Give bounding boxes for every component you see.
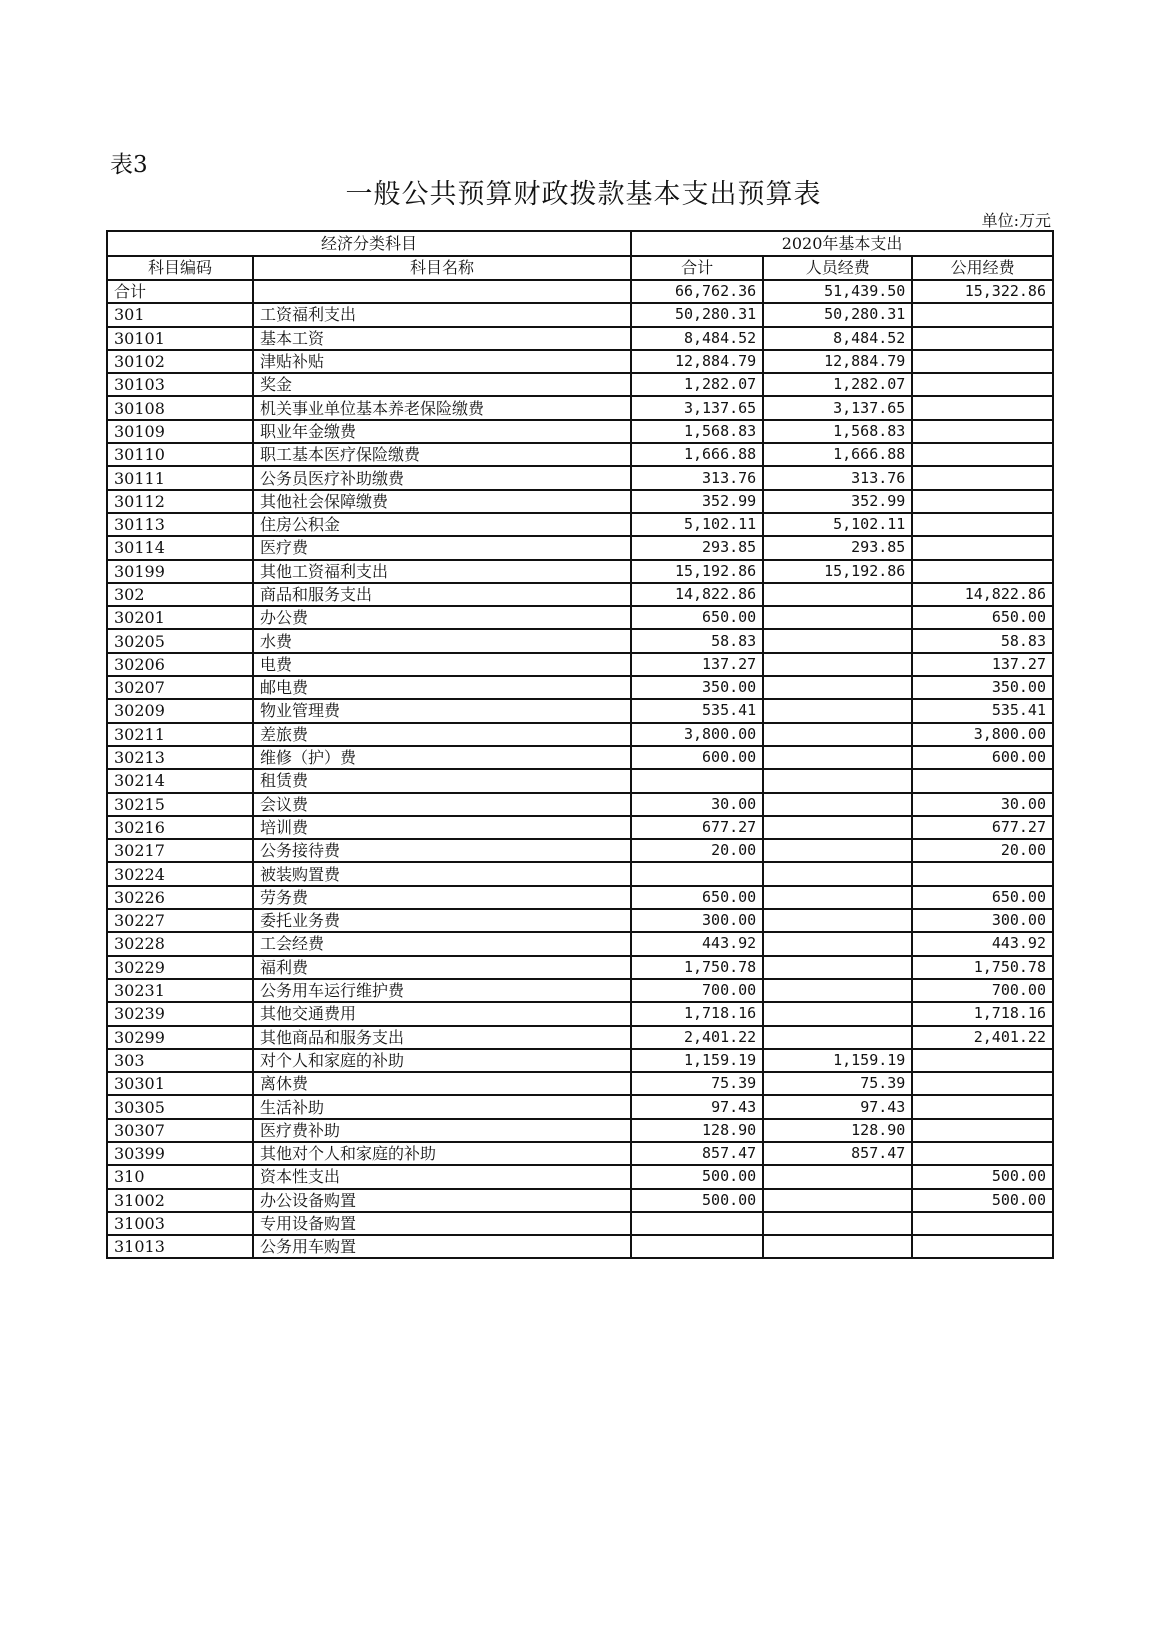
subject-name-cell: 物业管理费 bbox=[253, 699, 631, 722]
subject-code-cell: 30111 bbox=[107, 466, 253, 489]
table-row bbox=[107, 932, 1053, 955]
subject-name-cell: 奖金 bbox=[253, 373, 631, 396]
total-cell: 500.00 bbox=[631, 1189, 763, 1212]
public-expense-cell: 500.00 bbox=[912, 1165, 1053, 1188]
table-row bbox=[107, 443, 1053, 466]
total-cell bbox=[631, 1235, 763, 1258]
table-row bbox=[107, 1189, 1053, 1212]
public-expense-cell: 2,401.22 bbox=[912, 1026, 1053, 1049]
personnel-expense-cell bbox=[763, 1165, 912, 1188]
total-cell: 14,822.86 bbox=[631, 583, 763, 606]
public-expense-cell bbox=[912, 536, 1053, 559]
subject-name-cell: 工资福利支出 bbox=[253, 303, 631, 326]
subject-code-cell: 30217 bbox=[107, 839, 253, 862]
subject-code-cell: 30108 bbox=[107, 396, 253, 419]
total-cell: 1,282.07 bbox=[631, 373, 763, 396]
header-economic-classification: 经济分类科目 bbox=[107, 231, 631, 256]
personnel-expense-cell: 8,484.52 bbox=[763, 327, 912, 350]
total-cell: 650.00 bbox=[631, 886, 763, 909]
subject-name-cell: 其他工资福利支出 bbox=[253, 560, 631, 583]
public-expense-cell bbox=[912, 1212, 1053, 1235]
total-cell: 677.27 bbox=[631, 816, 763, 839]
personnel-expense-cell: 50,280.31 bbox=[763, 303, 912, 326]
subject-name-cell: 资本性支出 bbox=[253, 1165, 631, 1188]
subject-name-cell: 公务用车购置 bbox=[253, 1235, 631, 1258]
total-cell: 75.39 bbox=[631, 1072, 763, 1095]
table-row bbox=[107, 1095, 1053, 1118]
table-row bbox=[107, 909, 1053, 932]
personnel-expense-cell: 15,192.86 bbox=[763, 560, 912, 583]
subject-code-cell: 30305 bbox=[107, 1095, 253, 1118]
table-row bbox=[107, 699, 1053, 722]
public-expense-cell: 443.92 bbox=[912, 932, 1053, 955]
subject-code-cell: 30229 bbox=[107, 956, 253, 979]
public-expense-cell bbox=[912, 1049, 1053, 1072]
table-row bbox=[107, 303, 1053, 326]
subject-code-cell: 30207 bbox=[107, 676, 253, 699]
public-expense-cell bbox=[912, 373, 1053, 396]
public-expense-cell: 15,322.86 bbox=[912, 280, 1053, 303]
public-expense-cell: 58.83 bbox=[912, 629, 1053, 652]
personnel-expense-cell: 1,568.83 bbox=[763, 420, 912, 443]
total-cell: 857.47 bbox=[631, 1142, 763, 1165]
header-subject-name: 科目名称 bbox=[253, 256, 631, 281]
table-row bbox=[107, 979, 1053, 1002]
table-row bbox=[107, 1212, 1053, 1235]
table-row bbox=[107, 1235, 1053, 1258]
personnel-expense-cell bbox=[763, 583, 912, 606]
subject-name-cell bbox=[253, 280, 631, 303]
subject-code-cell: 30239 bbox=[107, 1002, 253, 1025]
subject-name-cell: 其他社会保障缴费 bbox=[253, 490, 631, 513]
subject-name-cell: 生活补助 bbox=[253, 1095, 631, 1118]
subject-name-cell: 电费 bbox=[253, 653, 631, 676]
total-cell: 2,401.22 bbox=[631, 1026, 763, 1049]
table-row bbox=[107, 466, 1053, 489]
table-body bbox=[107, 280, 1053, 1258]
personnel-expense-cell: 1,282.07 bbox=[763, 373, 912, 396]
personnel-expense-cell bbox=[763, 793, 912, 816]
subject-code-cell: 30110 bbox=[107, 443, 253, 466]
personnel-expense-cell bbox=[763, 653, 912, 676]
table-row bbox=[107, 280, 1053, 303]
public-expense-cell: 650.00 bbox=[912, 606, 1053, 629]
personnel-expense-cell bbox=[763, 956, 912, 979]
table-row bbox=[107, 373, 1053, 396]
public-expense-cell bbox=[912, 350, 1053, 373]
personnel-expense-cell bbox=[763, 699, 912, 722]
public-expense-cell: 137.27 bbox=[912, 653, 1053, 676]
table-row bbox=[107, 629, 1053, 652]
table-row bbox=[107, 653, 1053, 676]
subject-code-cell: 30201 bbox=[107, 606, 253, 629]
personnel-expense-cell bbox=[763, 1212, 912, 1235]
public-expense-cell: 600.00 bbox=[912, 746, 1053, 769]
personnel-expense-cell bbox=[763, 979, 912, 1002]
public-expense-cell bbox=[912, 466, 1053, 489]
personnel-expense-cell: 293.85 bbox=[763, 536, 912, 559]
table-row bbox=[107, 886, 1053, 909]
subject-code-cell: 31002 bbox=[107, 1189, 253, 1212]
table-row bbox=[107, 862, 1053, 885]
table-row bbox=[107, 583, 1053, 606]
public-expense-cell bbox=[912, 443, 1053, 466]
personnel-expense-cell bbox=[763, 816, 912, 839]
subject-name-cell: 维修（护）费 bbox=[253, 746, 631, 769]
unit-label: 单位:万元 bbox=[981, 211, 1051, 230]
total-cell: 20.00 bbox=[631, 839, 763, 862]
table-row bbox=[107, 1026, 1053, 1049]
personnel-expense-cell bbox=[763, 1002, 912, 1025]
subject-name-cell: 基本工资 bbox=[253, 327, 631, 350]
personnel-expense-cell bbox=[763, 1235, 912, 1258]
subject-code-cell: 30109 bbox=[107, 420, 253, 443]
subject-name-cell: 机关事业单位基本养老保险缴费 bbox=[253, 396, 631, 419]
public-expense-cell: 3,800.00 bbox=[912, 723, 1053, 746]
total-cell bbox=[631, 1212, 763, 1235]
total-cell: 128.90 bbox=[631, 1119, 763, 1142]
table-row bbox=[107, 839, 1053, 862]
total-cell: 1,159.19 bbox=[631, 1049, 763, 1072]
subject-code-cell: 30299 bbox=[107, 1026, 253, 1049]
personnel-expense-cell: 75.39 bbox=[763, 1072, 912, 1095]
subject-name-cell: 办公费 bbox=[253, 606, 631, 629]
personnel-expense-cell bbox=[763, 746, 912, 769]
table-row bbox=[107, 560, 1053, 583]
subject-code-cell: 30214 bbox=[107, 769, 253, 792]
total-cell: 66,762.36 bbox=[631, 280, 763, 303]
subject-name-cell: 医疗费补助 bbox=[253, 1119, 631, 1142]
personnel-expense-cell bbox=[763, 769, 912, 792]
header-group-row bbox=[107, 231, 1053, 256]
subject-code-cell: 302 bbox=[107, 583, 253, 606]
subject-name-cell: 职业年金缴费 bbox=[253, 420, 631, 443]
subject-code-cell: 30224 bbox=[107, 862, 253, 885]
total-cell: 350.00 bbox=[631, 676, 763, 699]
subject-code-cell: 30205 bbox=[107, 629, 253, 652]
table-row bbox=[107, 420, 1053, 443]
subject-name-cell: 医疗费 bbox=[253, 536, 631, 559]
subject-code-cell: 30216 bbox=[107, 816, 253, 839]
public-expense-cell bbox=[912, 1072, 1053, 1095]
public-expense-cell: 14,822.86 bbox=[912, 583, 1053, 606]
table-row bbox=[107, 723, 1053, 746]
total-cell: 443.92 bbox=[631, 932, 763, 955]
subject-code-cell: 30301 bbox=[107, 1072, 253, 1095]
total-cell: 8,484.52 bbox=[631, 327, 763, 350]
public-expense-cell bbox=[912, 1095, 1053, 1118]
total-cell: 700.00 bbox=[631, 979, 763, 1002]
subject-name-cell: 福利费 bbox=[253, 956, 631, 979]
public-expense-cell: 20.00 bbox=[912, 839, 1053, 862]
subject-code-cell: 30206 bbox=[107, 653, 253, 676]
total-cell: 600.00 bbox=[631, 746, 763, 769]
total-cell: 1,750.78 bbox=[631, 956, 763, 979]
table-row bbox=[107, 1119, 1053, 1142]
public-expense-cell bbox=[912, 490, 1053, 513]
public-expense-cell: 535.41 bbox=[912, 699, 1053, 722]
personnel-expense-cell bbox=[763, 676, 912, 699]
personnel-expense-cell bbox=[763, 1189, 912, 1212]
table-row bbox=[107, 1142, 1053, 1165]
subject-code-cell: 31003 bbox=[107, 1212, 253, 1235]
personnel-expense-cell: 128.90 bbox=[763, 1119, 912, 1142]
page-title: 一般公共预算财政拨款基本支出预算表 bbox=[345, 179, 822, 210]
public-expense-cell: 300.00 bbox=[912, 909, 1053, 932]
subject-name-cell: 工会经费 bbox=[253, 932, 631, 955]
subject-name-cell: 委托业务费 bbox=[253, 909, 631, 932]
table-row bbox=[107, 746, 1053, 769]
public-expense-cell bbox=[912, 862, 1053, 885]
subject-code-cell: 30101 bbox=[107, 327, 253, 350]
budget-table bbox=[106, 230, 1054, 1259]
subject-code-cell: 合计 bbox=[107, 280, 253, 303]
personnel-expense-cell bbox=[763, 862, 912, 885]
subject-name-cell: 其他商品和服务支出 bbox=[253, 1026, 631, 1049]
personnel-expense-cell: 352.99 bbox=[763, 490, 912, 513]
personnel-expense-cell: 12,884.79 bbox=[763, 350, 912, 373]
subject-name-cell: 其他对个人和家庭的补助 bbox=[253, 1142, 631, 1165]
subject-name-cell: 商品和服务支出 bbox=[253, 583, 631, 606]
personnel-expense-cell bbox=[763, 932, 912, 955]
subject-code-cell: 301 bbox=[107, 303, 253, 326]
public-expense-cell: 1,750.78 bbox=[912, 956, 1053, 979]
subject-code-cell: 30231 bbox=[107, 979, 253, 1002]
total-cell: 1,718.16 bbox=[631, 1002, 763, 1025]
header-subject-code: 科目编码 bbox=[107, 256, 253, 281]
subject-code-cell: 30114 bbox=[107, 536, 253, 559]
subject-name-cell: 办公设备购置 bbox=[253, 1189, 631, 1212]
subject-name-cell: 其他交通费用 bbox=[253, 1002, 631, 1025]
personnel-expense-cell bbox=[763, 909, 912, 932]
personnel-expense-cell bbox=[763, 886, 912, 909]
personnel-expense-cell: 3,137.65 bbox=[763, 396, 912, 419]
subject-name-cell: 公务接待费 bbox=[253, 839, 631, 862]
table-row bbox=[107, 1002, 1053, 1025]
subject-name-cell: 培训费 bbox=[253, 816, 631, 839]
public-expense-cell bbox=[912, 1119, 1053, 1142]
public-expense-cell: 677.27 bbox=[912, 816, 1053, 839]
total-cell: 5,102.11 bbox=[631, 513, 763, 536]
public-expense-cell bbox=[912, 560, 1053, 583]
public-expense-cell bbox=[912, 327, 1053, 350]
table-row bbox=[107, 769, 1053, 792]
personnel-expense-cell: 51,439.50 bbox=[763, 280, 912, 303]
subject-name-cell: 公务用车运行维护费 bbox=[253, 979, 631, 1002]
personnel-expense-cell bbox=[763, 1026, 912, 1049]
total-cell: 3,137.65 bbox=[631, 396, 763, 419]
subject-code-cell: 30307 bbox=[107, 1119, 253, 1142]
public-expense-cell bbox=[912, 1142, 1053, 1165]
personnel-expense-cell: 1,159.19 bbox=[763, 1049, 912, 1072]
table-row bbox=[107, 327, 1053, 350]
subject-code-cell: 30226 bbox=[107, 886, 253, 909]
subject-name-cell: 水费 bbox=[253, 629, 631, 652]
subject-name-cell: 会议费 bbox=[253, 793, 631, 816]
table-row bbox=[107, 513, 1053, 536]
table-row bbox=[107, 676, 1053, 699]
subject-code-cell: 30103 bbox=[107, 373, 253, 396]
subject-code-cell: 30102 bbox=[107, 350, 253, 373]
public-expense-cell bbox=[912, 513, 1053, 536]
total-cell: 293.85 bbox=[631, 536, 763, 559]
subject-name-cell: 差旅费 bbox=[253, 723, 631, 746]
table-row bbox=[107, 396, 1053, 419]
table-row bbox=[107, 1049, 1053, 1072]
public-expense-cell: 1,718.16 bbox=[912, 1002, 1053, 1025]
total-cell: 1,568.83 bbox=[631, 420, 763, 443]
total-cell: 30.00 bbox=[631, 793, 763, 816]
table-row bbox=[107, 816, 1053, 839]
table-row bbox=[107, 350, 1053, 373]
total-cell: 300.00 bbox=[631, 909, 763, 932]
public-expense-cell: 650.00 bbox=[912, 886, 1053, 909]
public-expense-cell bbox=[912, 420, 1053, 443]
total-cell: 313.76 bbox=[631, 466, 763, 489]
personnel-expense-cell bbox=[763, 723, 912, 746]
header-column-row bbox=[107, 256, 1053, 281]
subject-name-cell: 津贴补贴 bbox=[253, 350, 631, 373]
public-expense-cell: 700.00 bbox=[912, 979, 1053, 1002]
total-cell bbox=[631, 862, 763, 885]
subject-code-cell: 30199 bbox=[107, 560, 253, 583]
public-expense-cell: 500.00 bbox=[912, 1189, 1053, 1212]
subject-code-cell: 30209 bbox=[107, 699, 253, 722]
total-cell bbox=[631, 769, 763, 792]
public-expense-cell bbox=[912, 1235, 1053, 1258]
total-cell: 535.41 bbox=[631, 699, 763, 722]
subject-name-cell: 被装购置费 bbox=[253, 862, 631, 885]
public-expense-cell bbox=[912, 769, 1053, 792]
total-cell: 97.43 bbox=[631, 1095, 763, 1118]
subject-code-cell: 30211 bbox=[107, 723, 253, 746]
personnel-expense-cell bbox=[763, 606, 912, 629]
table-row bbox=[107, 536, 1053, 559]
subject-name-cell: 离休费 bbox=[253, 1072, 631, 1095]
public-expense-cell bbox=[912, 303, 1053, 326]
subject-code-cell: 30399 bbox=[107, 1142, 253, 1165]
subject-code-cell: 30213 bbox=[107, 746, 253, 769]
subject-name-cell: 邮电费 bbox=[253, 676, 631, 699]
total-cell: 15,192.86 bbox=[631, 560, 763, 583]
personnel-expense-cell bbox=[763, 839, 912, 862]
personnel-expense-cell: 1,666.88 bbox=[763, 443, 912, 466]
header-total: 合计 bbox=[631, 256, 763, 281]
subject-name-cell: 公务员医疗补助缴费 bbox=[253, 466, 631, 489]
public-expense-cell bbox=[912, 396, 1053, 419]
table-number: 表3 bbox=[110, 152, 148, 178]
subject-code-cell: 30113 bbox=[107, 513, 253, 536]
table-row bbox=[107, 1072, 1053, 1095]
total-cell: 352.99 bbox=[631, 490, 763, 513]
total-cell: 50,280.31 bbox=[631, 303, 763, 326]
subject-name-cell: 租赁费 bbox=[253, 769, 631, 792]
header-basic-expenditure-2020: 2020年基本支出 bbox=[631, 231, 1053, 256]
subject-code-cell: 31013 bbox=[107, 1235, 253, 1258]
total-cell: 650.00 bbox=[631, 606, 763, 629]
subject-code-cell: 303 bbox=[107, 1049, 253, 1072]
personnel-expense-cell bbox=[763, 629, 912, 652]
subject-code-cell: 30215 bbox=[107, 793, 253, 816]
total-cell: 58.83 bbox=[631, 629, 763, 652]
header-personnel-expense: 人员经费 bbox=[763, 256, 912, 281]
total-cell: 1,666.88 bbox=[631, 443, 763, 466]
subject-code-cell: 30112 bbox=[107, 490, 253, 513]
total-cell: 3,800.00 bbox=[631, 723, 763, 746]
subject-code-cell: 310 bbox=[107, 1165, 253, 1188]
total-cell: 137.27 bbox=[631, 653, 763, 676]
public-expense-cell: 350.00 bbox=[912, 676, 1053, 699]
table-row bbox=[107, 1165, 1053, 1188]
personnel-expense-cell: 5,102.11 bbox=[763, 513, 912, 536]
table-row bbox=[107, 606, 1053, 629]
public-expense-cell: 30.00 bbox=[912, 793, 1053, 816]
subject-name-cell: 对个人和家庭的补助 bbox=[253, 1049, 631, 1072]
subject-code-cell: 30228 bbox=[107, 932, 253, 955]
personnel-expense-cell: 97.43 bbox=[763, 1095, 912, 1118]
subject-name-cell: 劳务费 bbox=[253, 886, 631, 909]
table-row bbox=[107, 956, 1053, 979]
subject-code-cell: 30227 bbox=[107, 909, 253, 932]
personnel-expense-cell: 313.76 bbox=[763, 466, 912, 489]
table-row bbox=[107, 793, 1053, 816]
total-cell: 12,884.79 bbox=[631, 350, 763, 373]
subject-name-cell: 住房公积金 bbox=[253, 513, 631, 536]
subject-name-cell: 职工基本医疗保险缴费 bbox=[253, 443, 631, 466]
subject-name-cell: 专用设备购置 bbox=[253, 1212, 631, 1235]
total-cell: 500.00 bbox=[631, 1165, 763, 1188]
table-row bbox=[107, 490, 1053, 513]
personnel-expense-cell: 857.47 bbox=[763, 1142, 912, 1165]
header-public-expense: 公用经费 bbox=[912, 256, 1053, 281]
